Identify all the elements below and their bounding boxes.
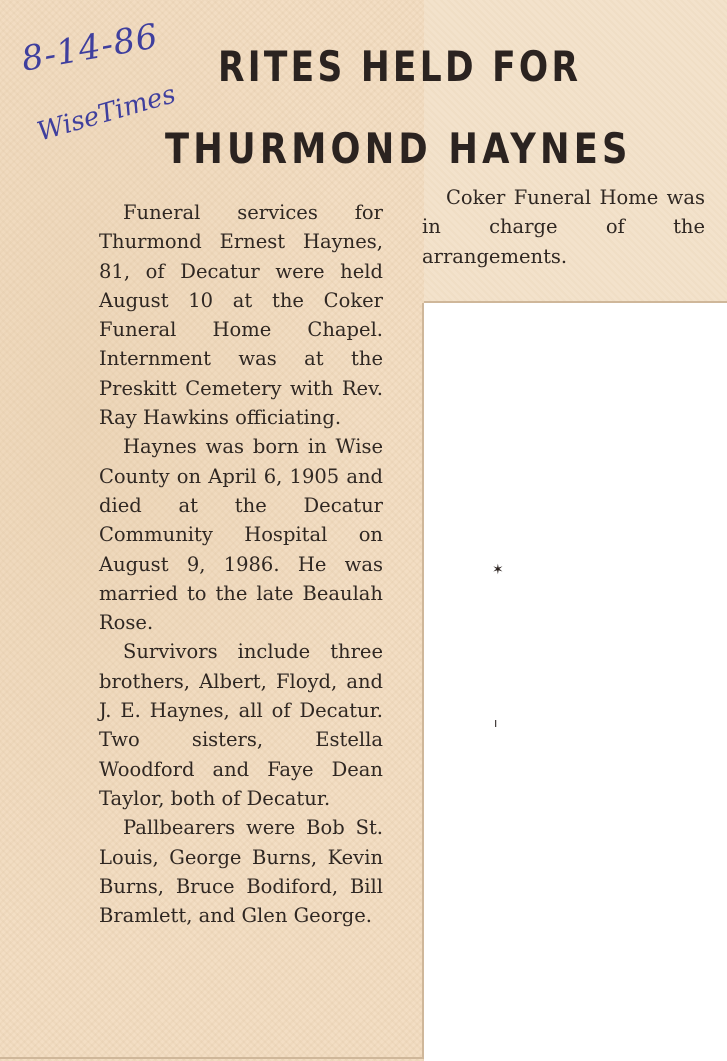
headline-line-1: RITES HELD FOR: [218, 42, 582, 91]
headline-line-2: THURMOND HAYNES: [165, 124, 632, 173]
paragraph-survivors: Survivors include three brothers, Albert, Floyd, and J. E. Haynes, all of Decatur. Two sisters, Estella Woodford and Faye Dean Taylor, both of Decatur.: [99, 640, 383, 810]
ink-speck: ✶: [492, 562, 504, 578]
article-column-left: [99, 198, 383, 930]
paragraph-pallbearers: Pallbearers were Bob St. Louis, George Burns, Kevin Burns, Bruce Bodiford, Bill Bramlett, and Glen George.: [99, 816, 383, 928]
ink-speck: ı: [494, 716, 498, 730]
clipping-bottom-edge: [0, 1057, 424, 1059]
clipping-right-edge: [422, 303, 424, 1059]
article-column-right: [422, 183, 705, 271]
paragraph-arrangements: Coker Funeral Home was in charge of the arrangements.: [422, 186, 705, 268]
handwritten-newspaper-name: WiseTimes: [33, 79, 179, 148]
clipping-step-edge: [424, 301, 727, 303]
paragraph-services: Funeral services for Thurmond Ernest Haynes, 81, of Decatur were held August 10 at the Coker Funeral Home Chapel. Internment was at the Preskitt Cemetery with Rev. Ray Hawkins officiating.: [99, 201, 383, 430]
paragraph-biography: Haynes was born in Wise County on April 6, 1905 and died at the Decatur Community Hospital on August 9, 1986. He was married to the late Beaulah Rose.: [99, 435, 383, 635]
handwritten-date: 8-14-86: [18, 16, 162, 80]
